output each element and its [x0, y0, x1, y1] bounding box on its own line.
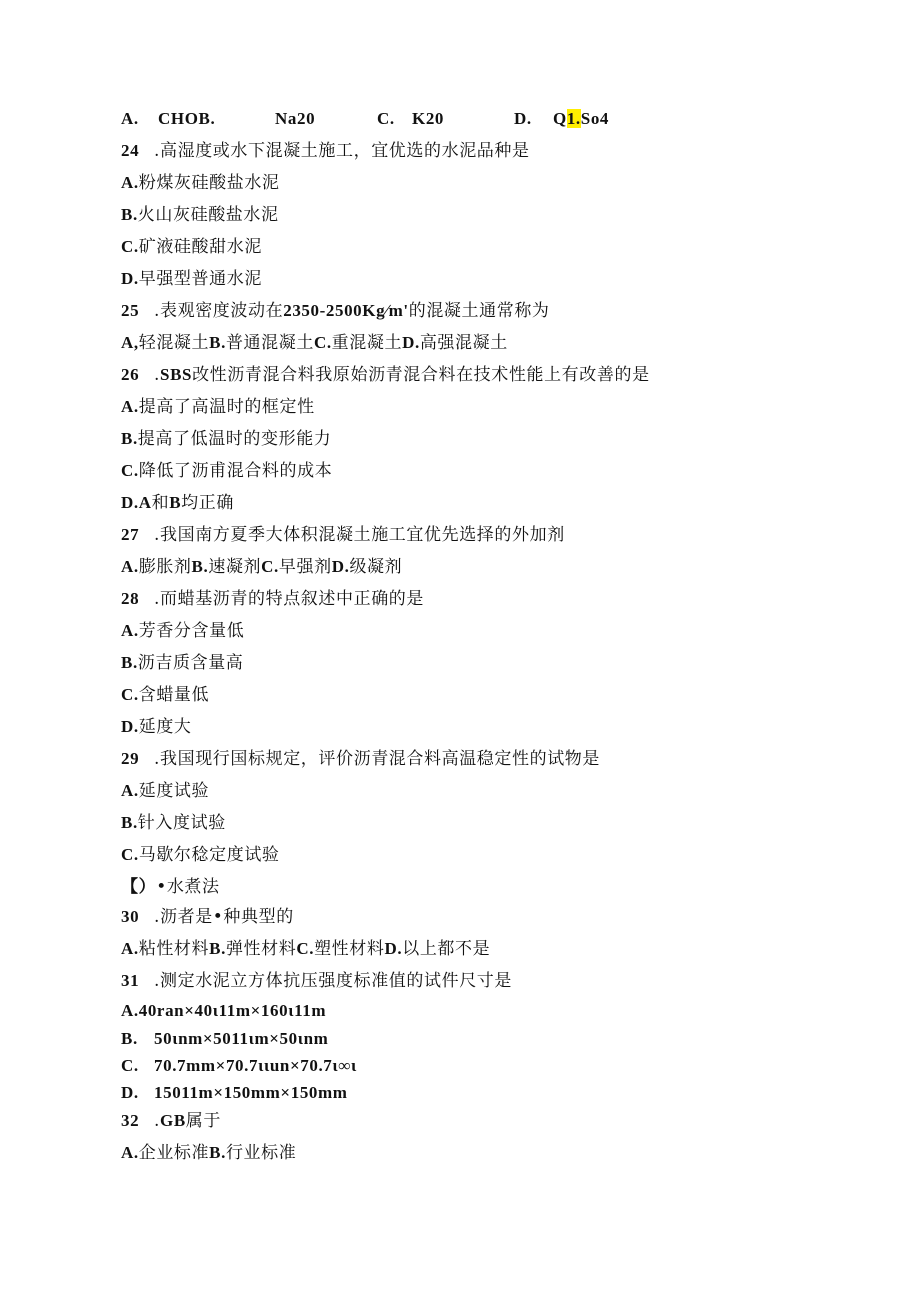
q31-option-a: A.40ran×40ι11m×160ι11m [121, 1001, 327, 1020]
question-number: 24 [121, 141, 140, 160]
question-number: 29 [121, 749, 140, 768]
q24-option-b: B.火山灰硅酸盐水泥 [121, 205, 279, 225]
q26-option-c: C.降低了沥甫混合料的成本 [121, 461, 333, 481]
option-b-text: Na20 [275, 109, 316, 128]
q24-option-c: C.矿液硅酸甜水泥 [121, 237, 262, 257]
q25-options: A,轻混凝土B.普通混凝土C.重混凝土D.高强混凝土 [121, 333, 508, 353]
q29-option-c: C.马歇尔稔定度试验 [121, 845, 280, 865]
question-29: 29 .我国现行国标规定，评价沥青混合料高温稳定性的试物是 [121, 749, 601, 769]
q29-option-b: B.针入度试验 [121, 813, 226, 833]
option-a-letter: A. [121, 109, 139, 128]
option-c-text: K20 [412, 109, 445, 128]
question-number: 27 [121, 525, 140, 544]
highlight-mark: 1. [566, 109, 581, 128]
q28-option-a: A.芳香分含量低 [121, 621, 245, 641]
q31-option-c: C. 70.7mm×70.7ιιun×70.7ι∞ι [121, 1056, 357, 1075]
question-26: 26 .SBS改性沥青混合料我原始沥青混合料在技术性能上有改善的是 [121, 365, 650, 385]
question-number: 28 [121, 589, 140, 608]
q30-options: A.粘性材料B.弹性材料C.塑性材料D.以上都不是 [121, 939, 491, 959]
question-25: 25 .表观密度波动在2350-2500Kg∕m'的混凝土通常称为 [121, 301, 550, 321]
q29-option-a: A.延度试验 [121, 781, 210, 801]
q29-option-d: 【）•水煮法 [121, 877, 220, 897]
option-d-letter: D. [514, 109, 532, 128]
question-32: 32 .GB属于 [121, 1111, 221, 1131]
question-24 [121, 140, 530, 162]
question-31: 31 .测定水泥立方体抗压强度标准值的试件尺寸是 [121, 971, 513, 991]
question-number: 31 [121, 971, 140, 990]
question-number: 26 [121, 365, 140, 384]
q28-option-c: C.含蜡量低 [121, 685, 210, 705]
question-number: 32 [121, 1111, 140, 1130]
question-number: 30 [121, 907, 140, 926]
option-a-text: CHOB. [158, 109, 216, 128]
q31-option-d: D. 15011m×150mm×150mm [121, 1083, 348, 1102]
q26-option-d: D.A和B均正确 [121, 493, 234, 513]
question-30: 30 .沥者是•种典型的 [121, 907, 294, 927]
q28-option-b: B.沥吉质含量高 [121, 653, 244, 673]
q28-option-d: D.延度大 [121, 717, 192, 737]
q27-options: A.膨胀剂B.速凝剂C.早强剂D.级凝剂 [121, 557, 403, 577]
q31-option-b: B. 50ιnm×5011ιm×50ιnm [121, 1029, 329, 1048]
question-number: 25 [121, 301, 140, 320]
option-c-letter: C. [377, 109, 395, 128]
q24-option-a: A.粉煤灰硅酸盐水泥 [121, 173, 280, 193]
question-28: 28 .而蜡基沥青的特点叙述中正确的是 [121, 589, 425, 609]
q26-option-a: A.提高了高温时的框定性 [121, 397, 315, 417]
question-27: 27 .我国南方夏季大体积混凝土施工宜优先选择的外加剂 [121, 525, 565, 545]
option-d-text: Q1.So4 [553, 109, 610, 128]
q32-options: A.企业标准B.行业标准 [121, 1143, 297, 1163]
q24-option-d: D.早强型普通水泥 [121, 269, 262, 289]
question-stem: .高湿度或水下混凝土施工，宜优选的水泥品种是 [154, 141, 530, 161]
q26-option-b: B.提高了低温时的变形能力 [121, 429, 332, 449]
